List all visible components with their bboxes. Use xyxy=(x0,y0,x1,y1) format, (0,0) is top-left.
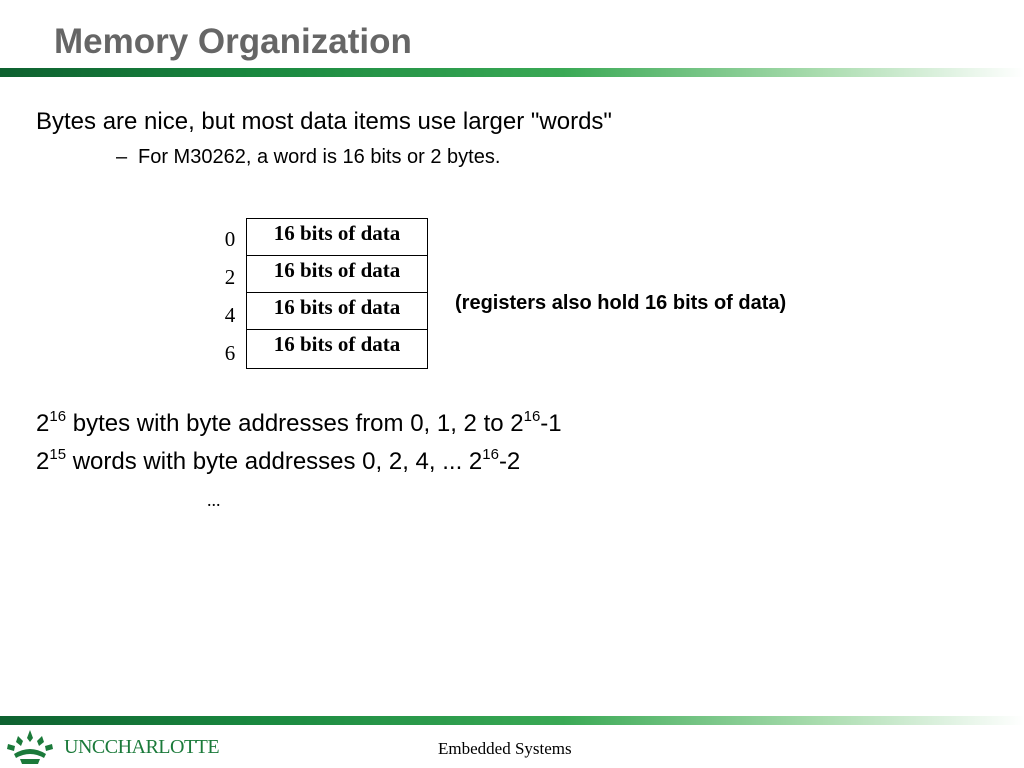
fact-base: 2 xyxy=(36,448,50,475)
fact-text: words with byte addresses 0, 2, 4, ... 2 xyxy=(66,448,483,475)
memory-word-cell: 16 bits of data xyxy=(247,293,427,330)
bullet-sub-text: For M30262, a word is 16 bits or 2 bytes. xyxy=(138,146,501,168)
footer-course-label: Embedded Systems xyxy=(438,739,572,758)
fact-exponent: 15 xyxy=(49,446,67,463)
memory-word-cell: 16 bits of data xyxy=(273,332,401,356)
memory-diagram xyxy=(218,218,438,378)
address-label: 4 xyxy=(224,303,236,327)
fact-end: -2 xyxy=(498,448,521,475)
address-label: 0 xyxy=(224,227,236,251)
bullet-main: Bytes are nice, but most data items use larger "words" xyxy=(36,108,612,135)
bullet-sub xyxy=(116,146,500,169)
fact-end: -1 xyxy=(540,410,562,437)
address-label: 6 xyxy=(224,341,236,365)
register-note: (registers also hold 16 bits of data) xyxy=(455,292,787,314)
memory-word-cell: 16 bits of data xyxy=(247,256,427,293)
address-column xyxy=(218,218,242,370)
slide-title: Memory Organization xyxy=(54,22,412,61)
fact-text: bytes with byte addresses from 0, 1, 2 to 2 xyxy=(66,410,524,437)
fact-exponent: 16 xyxy=(482,446,499,463)
fact-exponent: 16 xyxy=(49,408,67,425)
bullet-dash: – xyxy=(116,146,128,168)
footer-divider xyxy=(0,716,1024,725)
memory-word-cell: 16 bits of data xyxy=(247,219,427,256)
fact-words xyxy=(36,448,520,476)
fact-exponent: 16 xyxy=(523,408,541,425)
address-label: 2 xyxy=(224,265,236,289)
fact-base: 2 xyxy=(36,410,50,437)
ellipsis: ... xyxy=(207,490,221,510)
title-divider xyxy=(0,68,1024,77)
unc-charlotte-logo xyxy=(4,728,220,768)
logo-wordmark: UNCCHARLOTTE xyxy=(64,736,220,758)
memory-word-table xyxy=(246,218,428,369)
crown-logo-icon xyxy=(4,728,56,766)
fact-bytes xyxy=(36,410,562,438)
